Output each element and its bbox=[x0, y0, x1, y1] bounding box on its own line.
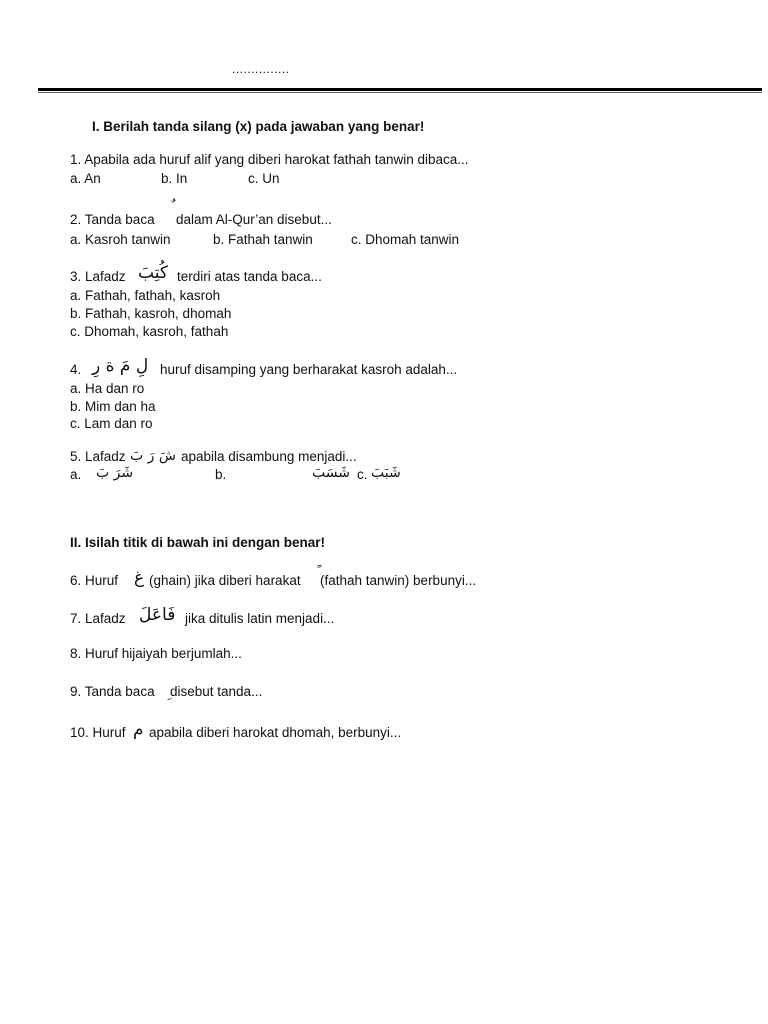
question-1: 1. Apabila ada huruf alif yang diberi harokat fathah tanwin dibaca... bbox=[70, 152, 469, 167]
q2-option-b: b. Fathah tanwin bbox=[213, 232, 313, 247]
q4-arabic-letters: لِ مَ ة رِ bbox=[92, 356, 149, 376]
q5-option-b-label: b. bbox=[215, 467, 227, 482]
question-2-prefix: 2. Tanda baca bbox=[70, 212, 155, 227]
header-divider bbox=[38, 88, 762, 91]
question-7-prefix: 7. Lafadz bbox=[70, 611, 126, 626]
section-2-heading: II. Isilah titik di bawah ini dengan benar! bbox=[70, 535, 326, 550]
q1-option-c: c. Un bbox=[248, 171, 280, 186]
question-3-prefix: 3. Lafadz bbox=[70, 269, 126, 284]
q1-option-b: b. In bbox=[161, 171, 188, 186]
question-6-suffix: (fathah tanwin) berbunyi... bbox=[320, 573, 477, 588]
question-8: 8. Huruf hijaiyah berjumlah... bbox=[70, 646, 242, 661]
question-7-suffix: jika ditulis latin menjadi... bbox=[185, 611, 335, 626]
q3-option-a: a. Fathah, fathah, kasroh bbox=[70, 288, 221, 303]
q5-option-a-arabic: شَرَ بَ bbox=[96, 465, 134, 481]
q3-option-b: b. Fathah, kasroh, dhomah bbox=[70, 306, 232, 321]
q3-arabic-word: كُتِبَ bbox=[138, 263, 168, 283]
question-5-suffix: apabila disambung menjadi... bbox=[181, 449, 357, 464]
question-4-prefix: 4. bbox=[70, 362, 82, 377]
name-field-dots: ............... bbox=[232, 62, 290, 76]
q2-option-c: c. Dhomah tanwin bbox=[351, 232, 460, 247]
question-4-suffix: huruf disamping yang berharakat kasroh adalah... bbox=[160, 362, 458, 377]
header-divider-thin bbox=[38, 92, 762, 93]
q5-option-c-arabic: شَبَبَ bbox=[371, 465, 401, 481]
question-6-prefix: 6. Huruf bbox=[70, 573, 119, 588]
q4-option-b: b. Mim dan ha bbox=[70, 399, 156, 414]
question-10-suffix: apabila diberi harokat dhomah, berbunyi... bbox=[149, 725, 402, 740]
question-9-prefix: 9. Tanda baca bbox=[70, 684, 155, 699]
q5-option-a-label: a. bbox=[70, 467, 82, 482]
question-5-prefix: 5. Lafadz bbox=[70, 449, 126, 464]
q1-option-a: a. An bbox=[70, 171, 101, 186]
q5-arabic-letters: شَ رَ بَ bbox=[130, 448, 176, 464]
question-10-prefix: 10. Huruf bbox=[70, 725, 126, 740]
q10-mim-letter: م bbox=[133, 720, 144, 740]
q4-option-a: a. Ha dan ro bbox=[70, 381, 145, 396]
q6-ghain-letter: غ bbox=[134, 568, 145, 588]
question-3-suffix: terdiri atas tanda baca... bbox=[177, 269, 322, 284]
q4-option-c: c. Lam dan ro bbox=[70, 416, 153, 431]
q3-option-c: c. Dhomah, kasroh, fathah bbox=[70, 324, 229, 339]
question-6-middle: (ghain) jika diberi harakat bbox=[149, 573, 301, 588]
question-2-suffix: dalam Al-Qur’an disebut... bbox=[176, 212, 332, 227]
q2-option-a: a. Kasroh tanwin bbox=[70, 232, 171, 247]
question-9-suffix: disebut tanda... bbox=[170, 684, 263, 699]
q7-arabic-word: فَاعَلَ bbox=[139, 605, 176, 625]
q5-option-c-label: c. bbox=[357, 467, 368, 482]
q5-option-b-arabic: شَسَبَ bbox=[312, 465, 350, 481]
section-1-heading: I. Berilah tanda silang (x) pada jawaban yang benar! bbox=[92, 119, 425, 134]
